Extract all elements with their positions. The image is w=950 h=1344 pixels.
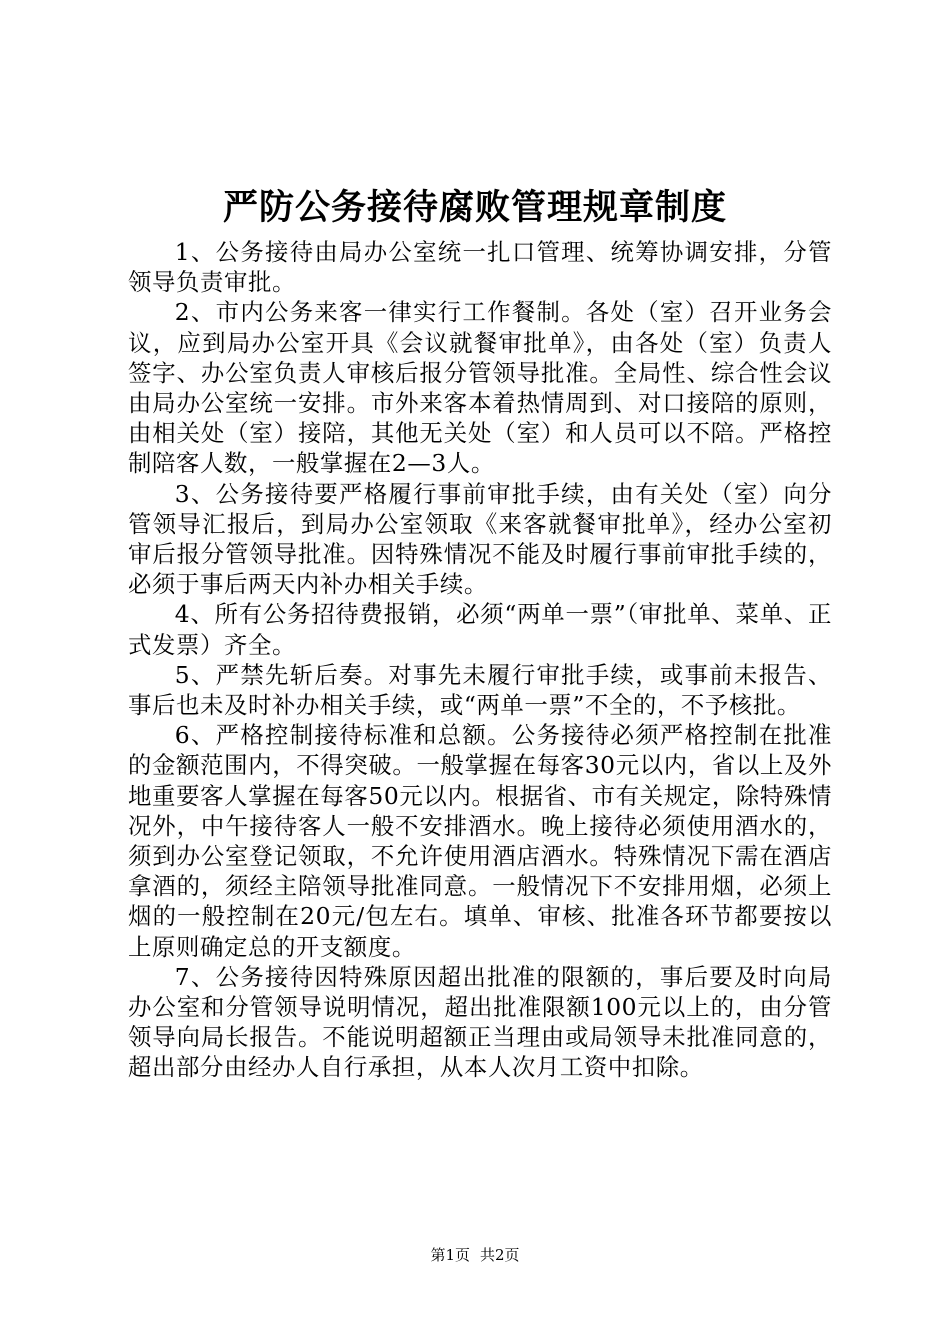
page-footer — [0, 1245, 950, 1265]
paragraph-2: 2、市内公务来客一律实行工作餐制。各处（室）召开业务会议，应到局办公室开具《会议就餐审批单》，由各处（室）负责人签字、办公室负责人审核后报分管领导批准。全局性、综合性会议由局办公室统一安排。市外来客本着热情周到、对口接陪的原则，由相关处（室）接陪，其他无关处（室）和人员可以不陪。严格控制陪客人数，一般掌握在2—3人。 — [128, 298, 832, 478]
page-total: 共2页 — [480, 1246, 520, 1264]
paragraph-1: 1、公务接待由局办公室统一扎口管理、统筹协调安排，分管领导负责审批。 — [128, 238, 832, 297]
paragraph-7: 7、公务接待因特殊原因超出批准的限额的，事后要及时向局办公室和分管领导说明情况，超出批准限额100元以上的，由分管领导向局长报告。不能说明超额正当理由或局领导未批准同意的，超出部分由经办人自行承担，从本人次月工资中扣除。 — [128, 962, 832, 1082]
document-body — [128, 237, 832, 1083]
page-number: 第1页 — [430, 1246, 470, 1264]
paragraph-5: 5、严禁先斩后奏。对事先未履行审批手续，或事前未报告、事后也未及时补办相关手续，或“两单一票”不全的，不予核批。 — [128, 660, 832, 720]
paragraph-6: 6、严格控制接待标准和总额。公务接待必须严格控制在批准的金额范围内，不得突破。一般掌握在每客30元以内，省以上及外地重要客人掌握在每客50元以内。根据省、市有关规定，除特殊情况外，中午接待客人一般不安排酒水。晚上接待必须使用酒水的，须到办公室登记领取，不允许使用酒店酒水。特殊情况下需在酒店拿酒的，须经主陪领导批准同意。一般情况下不安排用烟，必须上烟的一般控制在20元/包左右。填单、审核、批准各环节都要按以上原则确定总的开支额度。 — [128, 721, 832, 961]
document-title: 严防公务接待腐败管理规章制度 — [222, 187, 727, 228]
paragraph-3: 3、公务接待要严格履行事前审批手续，由有关处（室）向分管领导汇报后，到局办公室领取《来客就餐审批单》，经办公室初审后报分管领导批准。因特殊情况不能及时履行事前审批手续的，必须于事后两天内补办相关手续。 — [128, 479, 832, 599]
paragraph-4: 4、所有公务招待费报销，必须“两单一票”（审批单、菜单、正式发票）齐全。 — [128, 600, 832, 659]
